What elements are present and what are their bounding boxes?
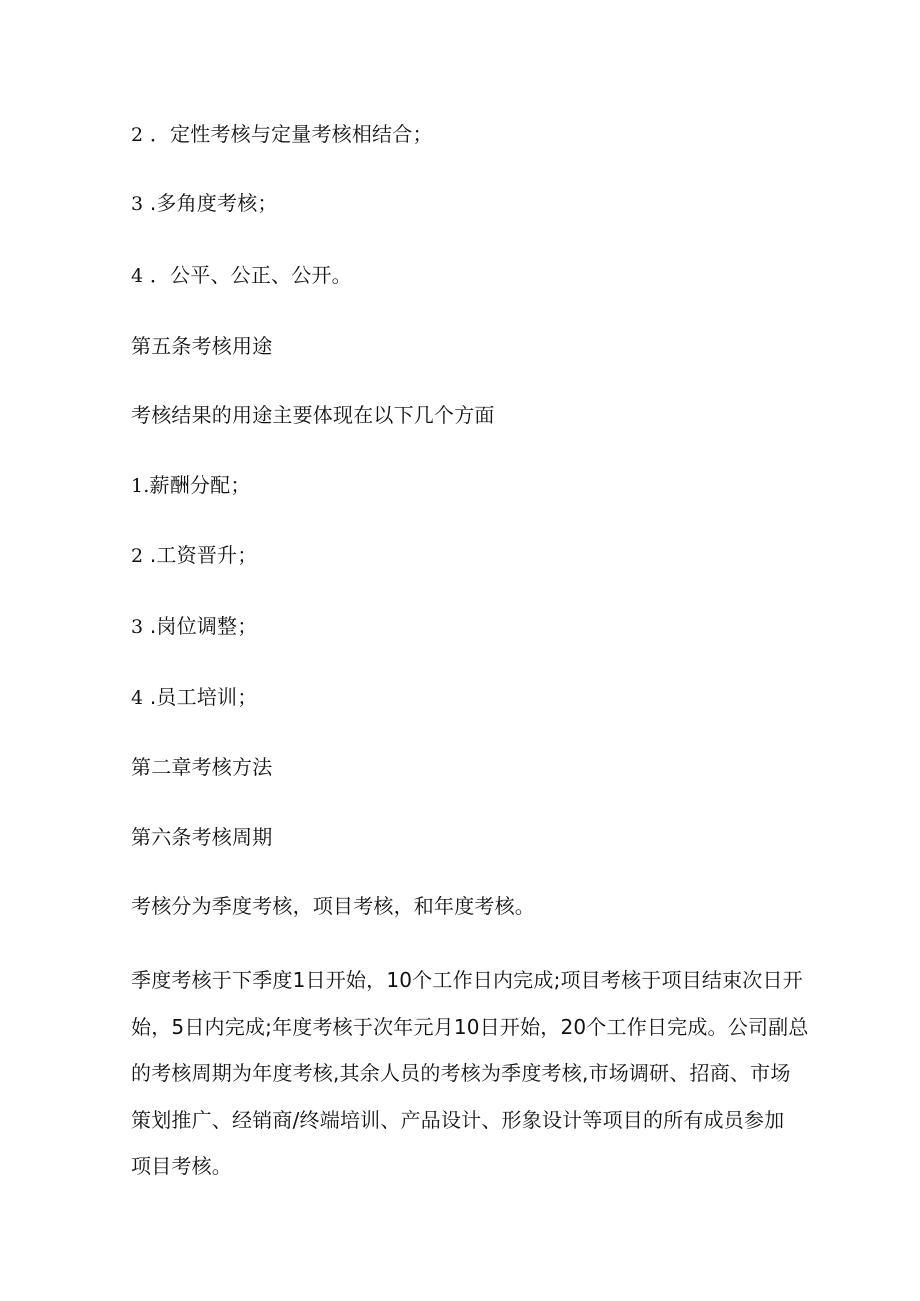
use-item-3-text: .岗位调整；: [149, 614, 258, 638]
detail-line-5: 项目考核。: [131, 1154, 232, 1178]
use-item-2: [131, 541, 257, 570]
use-item-3: [131, 612, 257, 641]
article-6-summary: 考核分为季度考核，项目考核，和年度考核。: [131, 894, 535, 918]
principle-item-4-number: 4: [131, 265, 144, 287]
detail-line-3: 的考核周期为年度考核,其余人员的考核为季度考核,市场调研、招商、市场: [131, 1061, 791, 1085]
use-item-3-number: 3: [131, 616, 144, 638]
principle-item-4-text: ．公平、公正、公开。: [149, 263, 352, 287]
use-item-4-number: 4: [131, 687, 144, 709]
principle-item-2: [131, 120, 433, 149]
use-item-1-number: 1.: [131, 475, 150, 497]
article-5-heading: 第五条考核用途: [131, 334, 273, 358]
principle-item-3-number: 3: [131, 193, 144, 215]
article-6-heading: 第六条考核周期: [131, 825, 273, 849]
use-item-2-text: .工资晋升；: [149, 543, 258, 567]
use-item-1-text: 薪酬分配；: [149, 473, 251, 497]
principle-item-4: [131, 261, 352, 290]
chapter-2-heading: 第二章考核方法: [131, 755, 273, 779]
principle-item-2-text: ．定性考核与定量考核相结合；: [149, 122, 433, 146]
principle-item-2-number: 2: [131, 124, 144, 146]
use-item-4: [131, 683, 257, 712]
principle-item-3-text: .多角度考核；: [149, 191, 278, 215]
principle-item-3: [131, 189, 278, 218]
use-item-4-text: .员工培训；: [149, 685, 258, 709]
use-item-1: [131, 471, 251, 500]
detail-line-4: 策划推广、经销商/终端培训、产品设计、形象设计等项目的所有成员参加: [131, 1107, 785, 1132]
article-6-detail-paragraph: [131, 957, 809, 1190]
article-5-intro: 考核结果的用途主要体现在以下几个方面: [131, 403, 495, 427]
detail-line-2: 始，5日内完成;年度考核于次年元月10日开始，20个工作日完成。公司副总: [131, 1014, 809, 1039]
use-item-2-number: 2: [131, 545, 144, 567]
detail-line-1: 季度考核于下季度1日开始，10个工作日内完成;项目考核于项目结束次日开: [131, 968, 803, 992]
